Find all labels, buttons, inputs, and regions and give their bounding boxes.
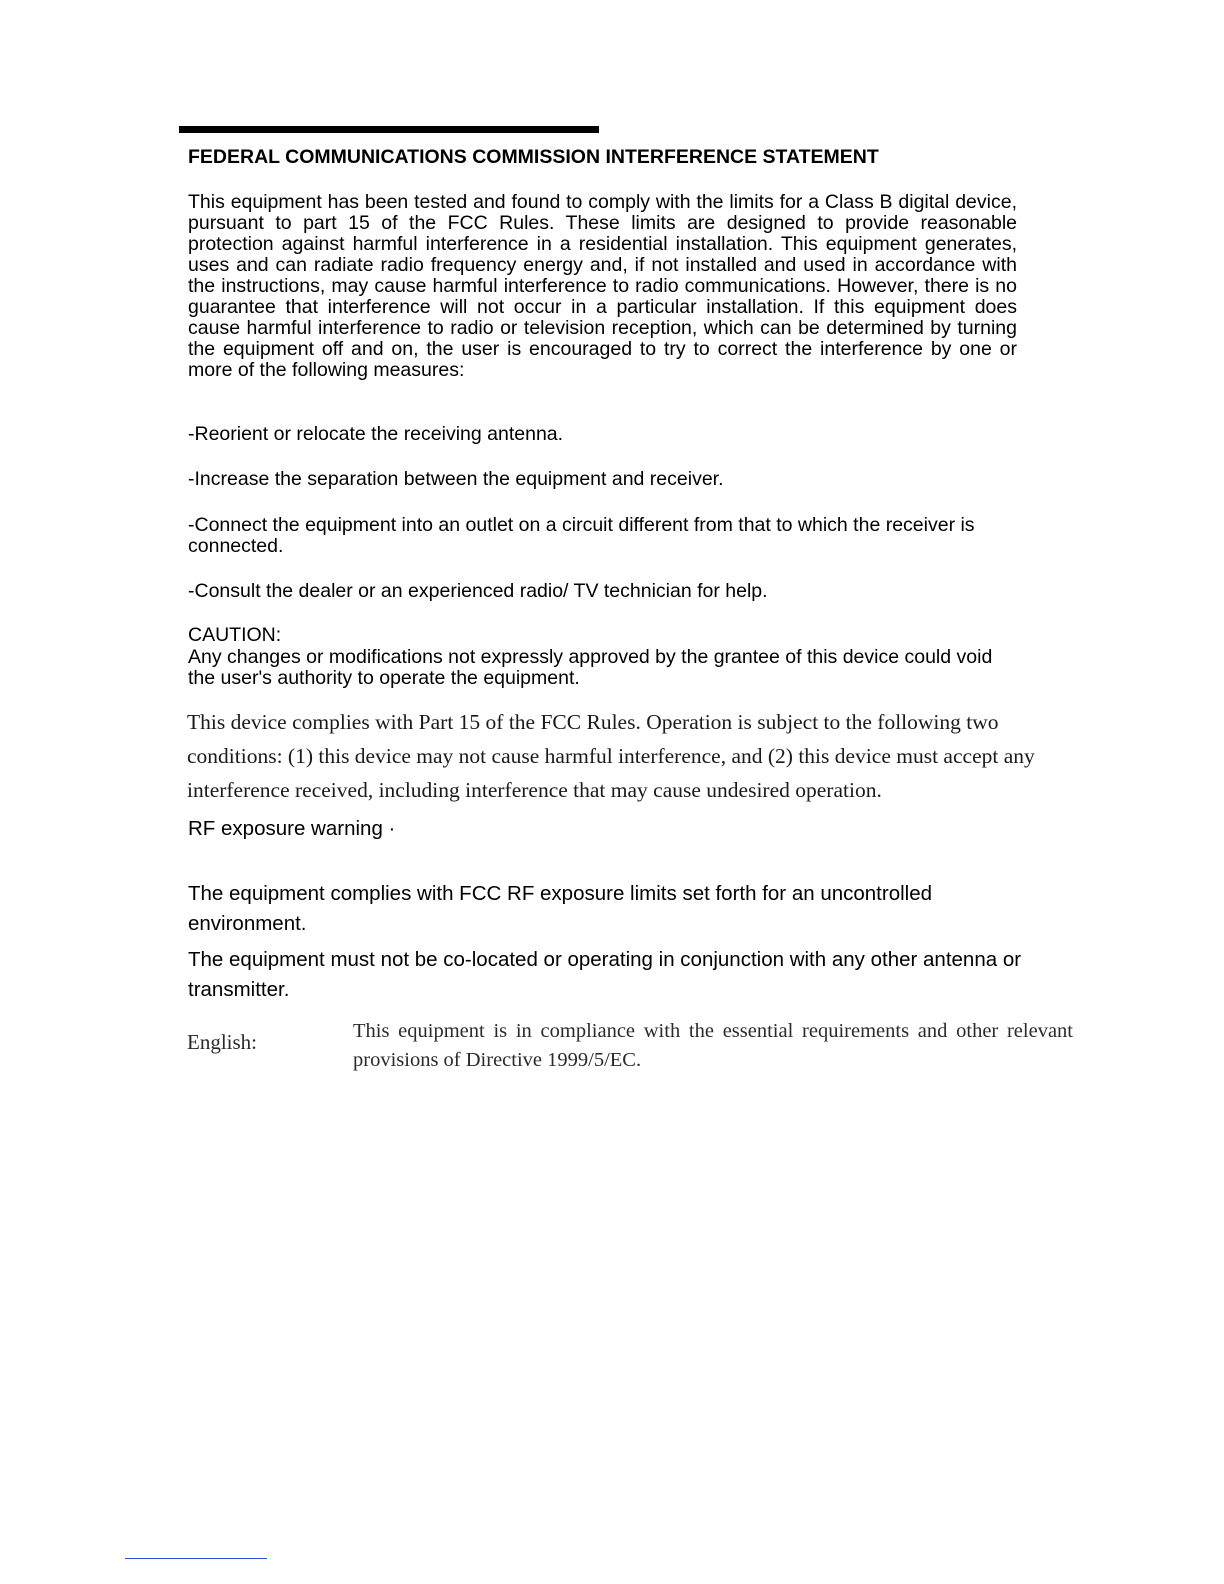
rf-exposure-limits-text: The equipment complies with FCC RF exposure limits set forth for an uncontrolled environment. [188,882,933,935]
english-label: English: [187,1030,258,1054]
top-rule [179,126,599,133]
document-heading: FEDERAL COMMUNICATIONS COMMISSION INTERFERENCE STATEMENT [188,146,879,168]
caution-text: Any changes or modifications not expressly approved by the grantee of this device could void the user's authority to operate the equipment. [188,646,993,689]
rf-colocation-text: The equipment must not be co-located or operating in conjunction with any other antenna or transmitter. [188,948,1022,1001]
caution-label: CAUTION: [188,624,282,646]
footnote-rule [125,1558,267,1559]
measure-connect-outlet: -Connect the equipment into an outlet on a circuit different from that to which the receiver is connected. [188,514,975,557]
rf-exposure-heading: RF exposure warning · [188,817,396,840]
part15-compliance-paragraph: This device complies with Part 15 of the FCC Rules. Operation is subject to the following two conditions: (1) this device may not cause harmful interference, and (2) this device must accept any interference received, including interference that may cause undesired operation. [187,710,1035,802]
fcc-interference-paragraph: This equipment has been tested and found to comply with the limits for a Class B digital device, pursuant to part 15 of the FCC Rules. These limits are designed to provide reasonable protection against harmful interference in a residential installation. This equipment generates, uses and can radiate radio frequency energy and, if not installed and used in accordance with the instructions, may cause harmful interference to radio communications. However, there is no guarantee that interference will not occur in a particular installation. If this equipment does cause harmful interference to radio or television reception, which can be determined by turning the equipment off and on, the user is encouraged to try to correct the interference by one or more of the following measures: [188,191,1017,381]
measure-consult-dealer: -Consult the dealer or an experienced radio/ TV technician for help. [188,580,768,602]
measure-reorient-antenna: -Reorient or relocate the receiving antenna. [188,423,564,445]
english-directive-text: This equipment is in compliance with the essential requirements and other relevant provisions of Directive 1999/5/EC. [353,1020,1073,1071]
measure-increase-separation: -Increase the separation between the equipment and receiver. [188,468,724,490]
